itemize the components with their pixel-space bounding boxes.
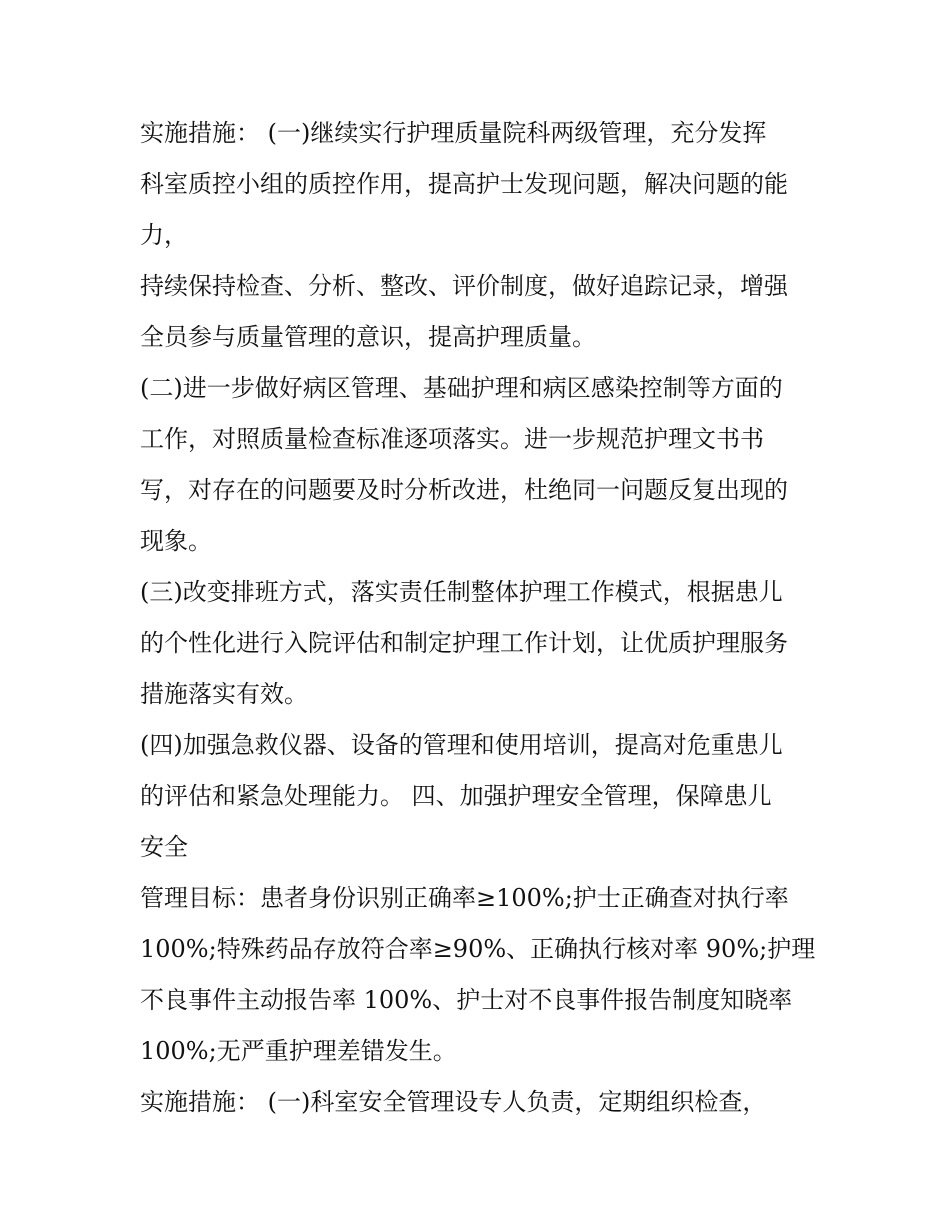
text-line: (二)进一步做好病区管理、基础护理和病区感染控制等方面的 <box>140 374 783 402</box>
text-line: 安全 <box>140 833 188 861</box>
text-line: (四)加强急救仪器、设备的管理和使用培训，提高对危重患儿 <box>140 731 783 759</box>
document-body <box>140 108 820 1128</box>
text-line: 管理目标：患者身份识别正确率≥100%;护士正确查对执行率 <box>140 884 789 912</box>
text-line: 实施措施： (一)科室安全管理设专人负责，定期组织检查， <box>140 1088 767 1116</box>
text-line: 持续保持检查、分析、整改、评价制度，做好追踪记录，增强 <box>140 272 788 300</box>
text-line: (三)改变排班方式，落实责任制整体护理工作模式，根据患儿 <box>140 578 783 606</box>
text-line: 实施措施： (一)继续实行护理质量院科两级管理，充分发挥 <box>140 119 767 147</box>
text-line: 的个性化进行入院评估和制定护理工作计划，让优质护理服务 <box>140 629 788 657</box>
text-line: 现象。 <box>140 527 212 555</box>
text-line: 工作，对照质量检查标准逐项落实。进一步规范护理文书书 <box>140 425 764 453</box>
text-line: 100%;无严重护理差错发生。 <box>140 1037 457 1065</box>
text-line: 力， <box>140 221 188 249</box>
text-line: 全员参与质量管理的意识，提高护理质量。 <box>140 323 596 351</box>
text-line: 不良事件主动报告率 100%、护士对不良事件报告制度知晓率 <box>140 986 793 1014</box>
text-line: 科室质控小组的质控作用，提高护士发现问题，解决问题的能 <box>140 170 788 198</box>
text-line: 的评估和紧急处理能力。 四、加强护理安全管理，保障患儿 <box>140 782 772 810</box>
text-line: 100%;特殊药品存放符合率≥90%、正确执行核对率 90%;护理 <box>140 935 816 963</box>
text-line: 措施落实有效。 <box>140 680 308 708</box>
text-line: 写，对存在的问题要及时分析改进，杜绝同一问题反复出现的 <box>140 476 788 504</box>
